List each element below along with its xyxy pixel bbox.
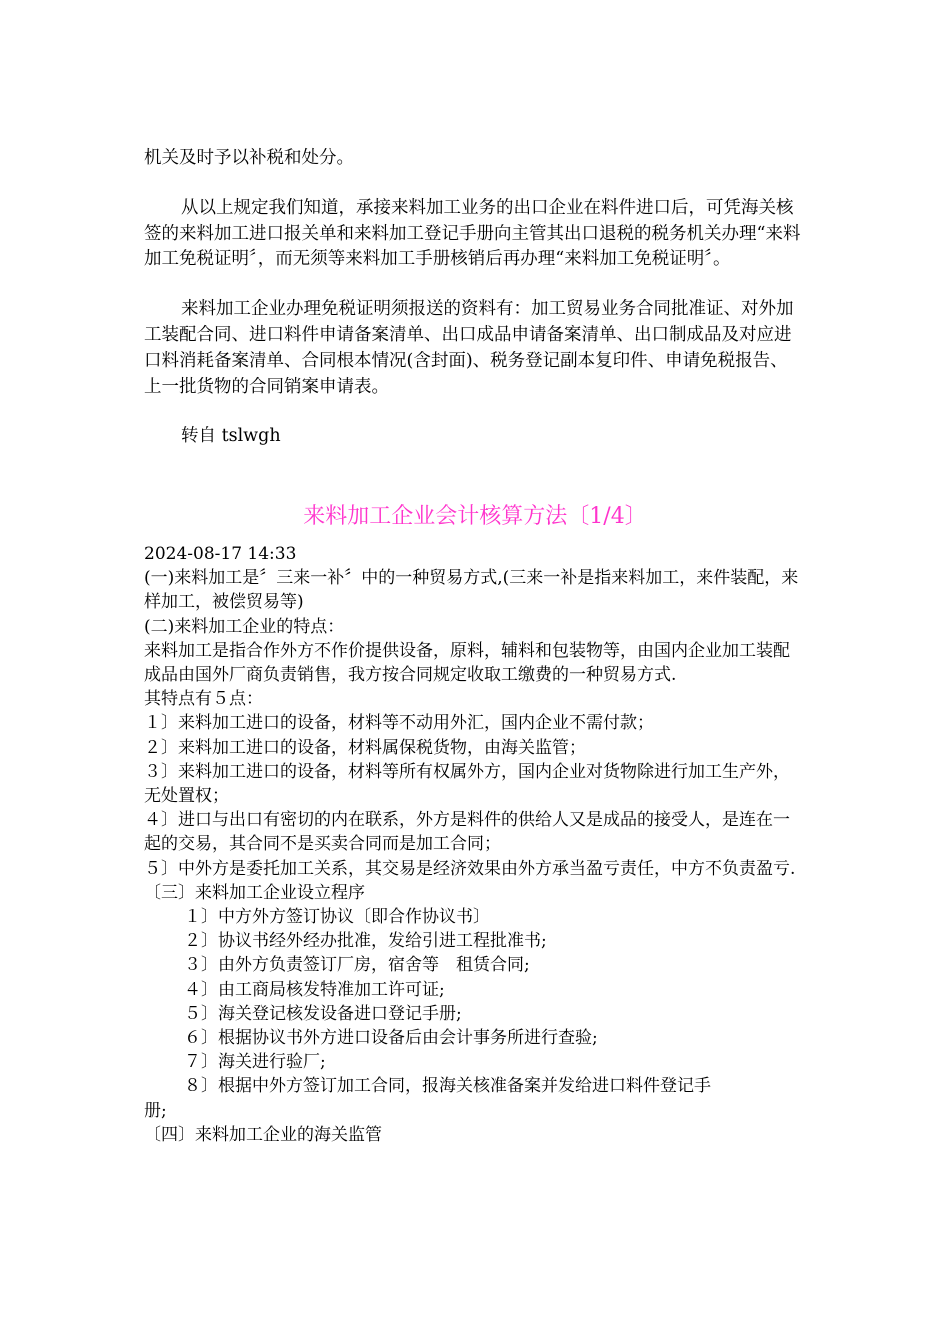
intro-paragraph: (一)来料加工是〞三来一补〞中的一种贸易方式,(三来一补是指来料加工，来件装配，来样加工，被偿贸易等): [144, 568, 799, 613]
feature-item: ５〕中外方是委托加工关系，其交易是经济效果由外方承当盈亏责任，中方不负责盈亏.: [144, 858, 796, 879]
source-note: 转自 tslwgh: [181, 426, 281, 447]
paragraph-tax-penalty: 机关及时予以补税和处分。: [144, 148, 354, 168]
article-title: 来料加工企业会计核算方法〔1/4〕: [303, 504, 647, 529]
paragraph-tax-exemption-certificate: 从以上规定我们知道，承接来料加工业务的出口企业在料件进口后，可凭海关核签的来料加工进口报关单和来料加工登记手册向主管其出口退税的税务机关办理“来料加工免税证明〞，而无须等来料加工手册核销后再办理“来料加工免税证明〞。: [144, 197, 801, 270]
feature-item: ４〕进口与出口有密切的内在联系，外方是料件的供给人又是成品的接受人，是连在一起的交易，其合同不是买卖合同而是加工合同；: [144, 810, 790, 855]
paragraph-required-documents: 来料加工企业办理免税证明须报送的资料有：加工贸易业务合同批准证、对外加工装配合同、进口料件申请备案清单、出口成品申请备案清单、出口制成品及对应进口料消耗备案清单、合同根本情况(含封面)、税务登记副本复印件、申请免税报告、上一批货物的合同销案申请表。: [144, 299, 794, 397]
setup-step: ４〕由工商局核发特准加工许可证;: [184, 979, 445, 1000]
setup-step: ５〕海关登记核发设备进口登记手册;: [184, 1003, 462, 1024]
feature-item: １〕来料加工进口的设备，材料等不动用外汇，国内企业不需付款；: [144, 713, 654, 734]
section-heading-setup: 〔三〕来料加工企业设立程序: [144, 882, 365, 903]
article-body: [144, 542, 804, 1147]
section-heading-customs: 〔四〕来料加工企业的海关监管: [144, 1124, 382, 1145]
setup-step: ２〕协议书经外经办批准，发给引进工程批准书;: [184, 931, 547, 952]
section-previous-article: [144, 146, 804, 450]
setup-step-continuation: 册;: [144, 1100, 167, 1121]
setup-step: １〕中方外方签订协议〔即合作协议书〕: [184, 907, 490, 928]
feature-item: ２〕来料加工进口的设备，材料属保税货物，由海关监管；: [144, 737, 586, 758]
features-heading: 其特点有５点：: [144, 689, 263, 710]
setup-step: ７〕海关进行验厂;: [184, 1052, 326, 1073]
setup-step: ３〕由外方负责签订厂房，宿舍等 租赁合同;: [184, 955, 530, 976]
article-date: 2024-08-17 14:33: [144, 544, 297, 564]
setup-step-line: ８〕根据中外方签订加工合同，报海关核准备案并发给进口料件登记手: [184, 1076, 711, 1097]
setup-step: ６〕根据协议书外方进口设备后由会计事务所进行查验;: [184, 1028, 598, 1049]
definition-paragraph: 来料加工是指合作外方不作价提供设备，原料，辅料和包装物等，由国内企业加工装配成品由国外厂商负责销售，我方按合同规定收取工缴费的一种贸易方式.: [144, 640, 790, 686]
feature-item: ３〕来料加工进口的设备，材料等所有权属外方，国内企业对货物除进行加工生产外，无处置权；: [144, 761, 790, 807]
section-heading-features: (二)来料加工企业的特点：: [144, 616, 345, 637]
